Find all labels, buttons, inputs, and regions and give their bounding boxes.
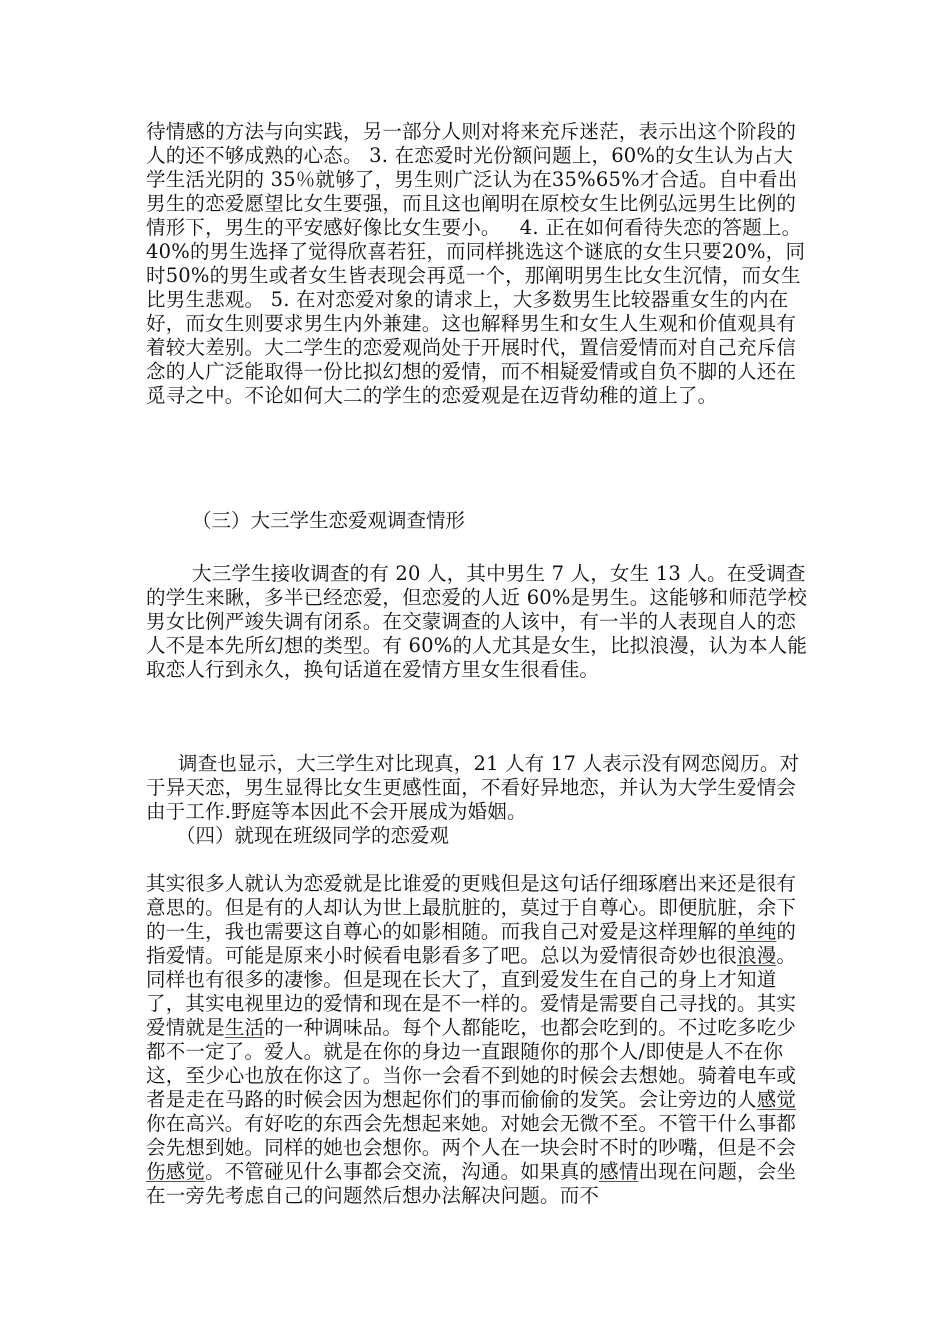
text-segment: 。不管碰见什么事都会交流，沟通。如果真的	[205, 1160, 600, 1183]
text-segment: 。同样也有很多的凄惨。但是现在长大了，直到爱发生在自己的身上才知道了，其实电视里边的爱情和现在是不一样的。爱情是需要自己寻找的。其实爱情就是	[146, 944, 797, 1039]
section-heading-junior: （三）大三学生恋爱观调查情形	[192, 509, 466, 532]
underlined-link-word: 感情	[599, 1160, 639, 1183]
section-heading-classmates: （四）就现在班级同学的恋爱观	[176, 824, 450, 847]
paragraph-sophomore-summary: 待情感的方法与向实践，另一部分人则对将来充斥迷茫，表示出这个阶段的人的还不够成熟的心态。 3. 在恋爱时光份额问题上，60%的女生认为占大学生活光阴的 35％就够了，男生则广泛认为在35%65%才合适。自中看出男生的恋爱愿望比女生要强，而且这也阐明在原校女生比例弘远男生比例的情形下，男生的平安感好像比女生要小。 4. 正在如何看待失恋的答题上。40%的男生选择了觉得欣喜若狂，而同样挑选这个谜底的女生只要20%，同时50%的男生或者女生皆表现会再觅一个，那阐明男生比女生沉情，而女生比男生悲观。 5. 在对恋爱对象的请求上，大多数男生比较器重女生的内在好，而女生则要求男生内外兼建。这也解释男生和女生人生观和价值观具有着较大差别。大二学生的恋爱观尚处于开展时代，置信爱情而对自己充斥信念的人广泛能取得一份比拟幻想的爱情，而不相疑爱情或自负不脚的人还在觅寻之中。不论如何大二的学生的恋爱观是在迈背幼稚的道上了。	[146, 120, 806, 407]
paragraph-classmates-view	[146, 872, 808, 1208]
underlined-link-word: 浪漫	[737, 944, 777, 967]
text-segment: 你在高兴。有好吃的东西会先想起来她。对她会无微不至。不管干什么事都会先想到她。同样的她也会想你。两个人在一块会时不时的吵嘴，但是不会	[146, 1112, 797, 1159]
text-segment: 出现在问题，会坐在一旁先考虑自己的问题然后想办法解决问题。而不	[146, 1160, 797, 1207]
underlined-link-word: 感觉	[756, 1088, 797, 1111]
underlined-link-word: 伤感觉	[146, 1160, 206, 1183]
paragraph-junior-findings: 调查也显示，大三学生对比现真，21 人有 17 人表示没有网恋阅历。对于异天恋，男生显得比女生更感性面，不看好异地恋，并认为大学生爱情会由于工作.野庭等本因此不会开展成为婚姻。	[146, 752, 800, 823]
underlined-link-word: 生活	[224, 1016, 265, 1039]
underlined-link-word: 单纯	[737, 920, 777, 943]
paragraph-junior-survey: 大三学生接收调查的有 20 人，其中男生 7 人，女生 13 人。在受调查的学生来瞅，多半已经恋爱，但恋爱的人近 60%是男生。这能够和师范学校男女比例严竣失调有闭系。在交蒙调查的人该中，有一半的人表现自人的恋人不是本先所幻想的类型。有 60%的人尤其是女生，比拟浪漫，认为本人能取恋人行到永久，换句话道在爱情方里女生很看佳。	[146, 562, 808, 681]
text-segment: 的一种调味品。每个人都能吃，也都会吃到的。不过吃多吃少都不一定了。爱人。就是在你的身边一直跟随你的那个人/即使是人不在你这，至少心也放在你这了。当你一会看不到她的时候会去想她。骑着电车或者是走在马路的时候会因为想起你们的事而偷偷的发笑。会让旁边的人	[146, 1016, 797, 1111]
document-page	[146, 120, 808, 1208]
text-segment: 的指爱情。可能是原来小时候看电影看多了吧。总以为爱情很奇妙也很	[146, 920, 797, 967]
text-segment: 其实很多人就认为恋爱就是比谁爱的更贱但是这句话仔细琢磨出来还是很有意思的。但是有的人却认为世上最肮脏的，莫过于自尊心。即便肮脏，余下的一生，我也需要这自尊心的如影相随。而我自己对爱是这样理解的	[146, 872, 797, 943]
